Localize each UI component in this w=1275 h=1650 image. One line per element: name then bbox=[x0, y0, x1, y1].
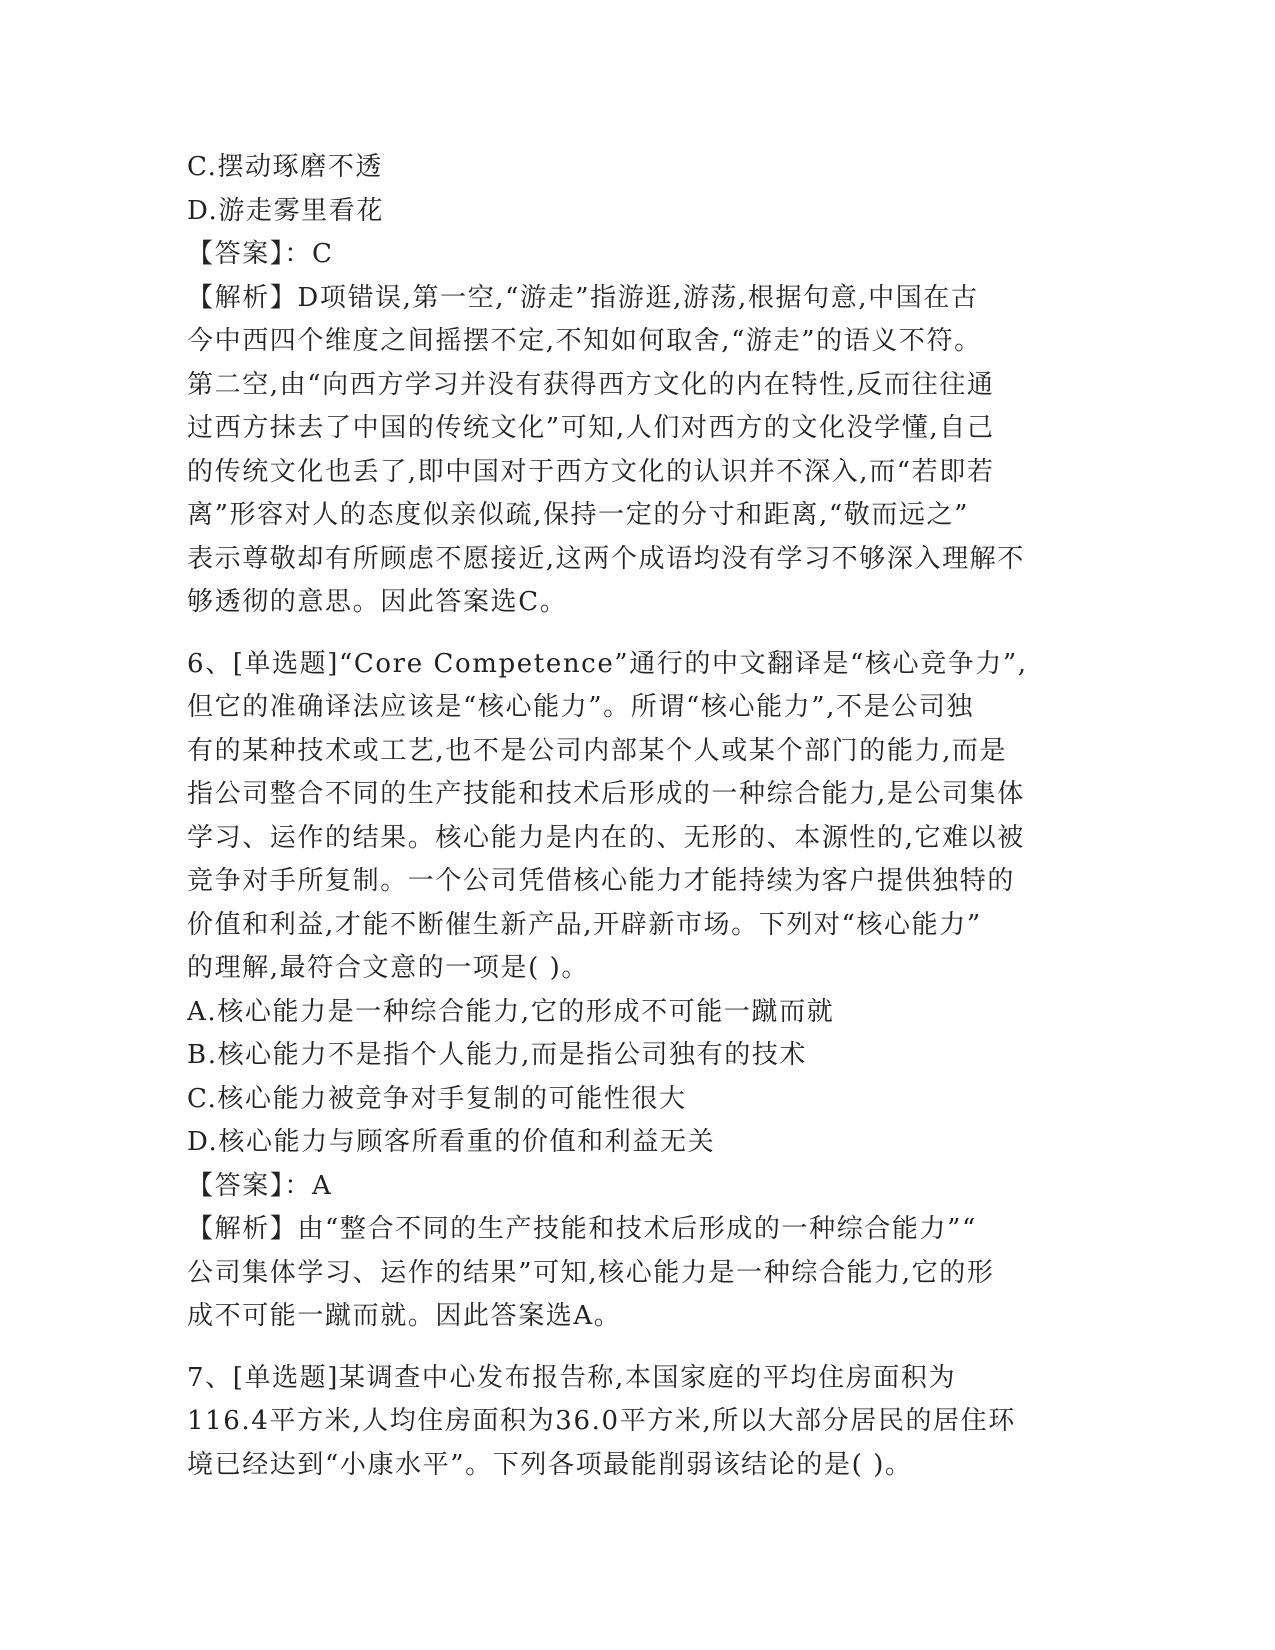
question-stem-line: 竞争对手所复制。一个公司凭借核心能力才能持续为客户提供独特的 bbox=[187, 866, 1016, 896]
question-stem-line: 价值和利益,才能不断催生新产品,开辟新市场。下列对“核心能力” bbox=[187, 909, 982, 940]
answer-line: 【答案】：C bbox=[187, 239, 334, 269]
analysis-line: 公司集体学习、运作的结果”可知,核心能力是一种综合能力,它的形 bbox=[187, 1257, 995, 1288]
analysis-line: 的传统文化也丢了,即中国对于西方文化的认识并不深入,而“若即若 bbox=[187, 456, 995, 487]
question-stem-line: 116.4平方米,人均住房面积为36.0平方米,所以大部分居民的居住环 bbox=[187, 1406, 1016, 1436]
option-d: D.游走雾里看花 bbox=[187, 195, 384, 226]
question-stem-line: 境已经达到“小康水平”。下列各项最能削弱该结论的是( )。 bbox=[187, 1449, 913, 1480]
paragraph-gap bbox=[187, 625, 1087, 643]
page-content bbox=[187, 146, 1087, 1487]
option-b: B.核心能力不是指个人能力,而是指公司独有的技术 bbox=[187, 1040, 808, 1070]
analysis-line: 第二空,由“向西方学习并没有获得西方文化的内在特性,反而往往通 bbox=[187, 369, 995, 400]
option-a: A.核心能力是一种综合能力,它的形成不可能一蹴而就 bbox=[187, 996, 835, 1027]
question-6 bbox=[187, 643, 1087, 1339]
question-stem-line: 学习、运作的结果。核心能力是内在的、无形的、本源性的,它难以被 bbox=[187, 822, 1025, 853]
answer-line: 【答案】：A bbox=[187, 1170, 333, 1201]
question-stem-line: 的理解,最符合文意的一项是( )。 bbox=[187, 953, 590, 983]
option-c: C.核心能力被竞争对手复制的可能性很大 bbox=[187, 1083, 687, 1114]
analysis-line: 够透彻的意思。因此答案选C。 bbox=[187, 587, 568, 617]
paragraph-gap bbox=[187, 1339, 1087, 1357]
analysis-line: 离”形容对人的态度似亲似疏,保持一定的分寸和距离,“敬而远之” bbox=[187, 500, 970, 530]
analysis-line: 成不可能一蹴而就。因此答案选A。 bbox=[187, 1301, 622, 1331]
question-7 bbox=[187, 1357, 1087, 1488]
analysis-line: 表示尊敬却有所顾虑不愿接近,这两个成语均没有学习不够深入理解不 bbox=[187, 543, 1025, 574]
question-stem-line: 7、[单选题]某调查中心发布报告称,本国家庭的平均住房面积为 bbox=[187, 1362, 957, 1393]
option-d: D.核心能力与顾客所看重的价值和利益无关 bbox=[187, 1127, 716, 1157]
question-stem-line: 但它的准确译法应该是“核心能力”。所谓“核心能力”,不是公司独 bbox=[187, 692, 975, 722]
question-5-tail bbox=[187, 146, 1087, 625]
option-c: C.摆动琢磨不透 bbox=[187, 152, 384, 182]
analysis-line: 【解析】D项错误,第一空,“游走”指游逛,游荡,根据句意,中国在古 bbox=[187, 282, 979, 313]
analysis-line: 今中西四个维度之间摇摆不定,不知如何取舍,“游走”的语义不符。 bbox=[187, 326, 982, 356]
question-stem-line: 6、[单选题]“Core Competence”通行的中文翻译是“核心竞争力”, bbox=[187, 648, 1028, 679]
analysis-line: 过西方抹去了中国的传统文化”可知,人们对西方的文化没学懂,自己 bbox=[187, 413, 995, 443]
question-stem-line: 指公司整合不同的生产技能和技术后形成的一种综合能力,是公司集体 bbox=[187, 779, 1025, 809]
question-stem-line: 有的某种技术或工艺,也不是公司内部某个人或某个部门的能力,而是 bbox=[187, 735, 1008, 766]
analysis-line: 【解析】由“整合不同的生产技能和技术后形成的一种综合能力”“ bbox=[187, 1214, 977, 1244]
